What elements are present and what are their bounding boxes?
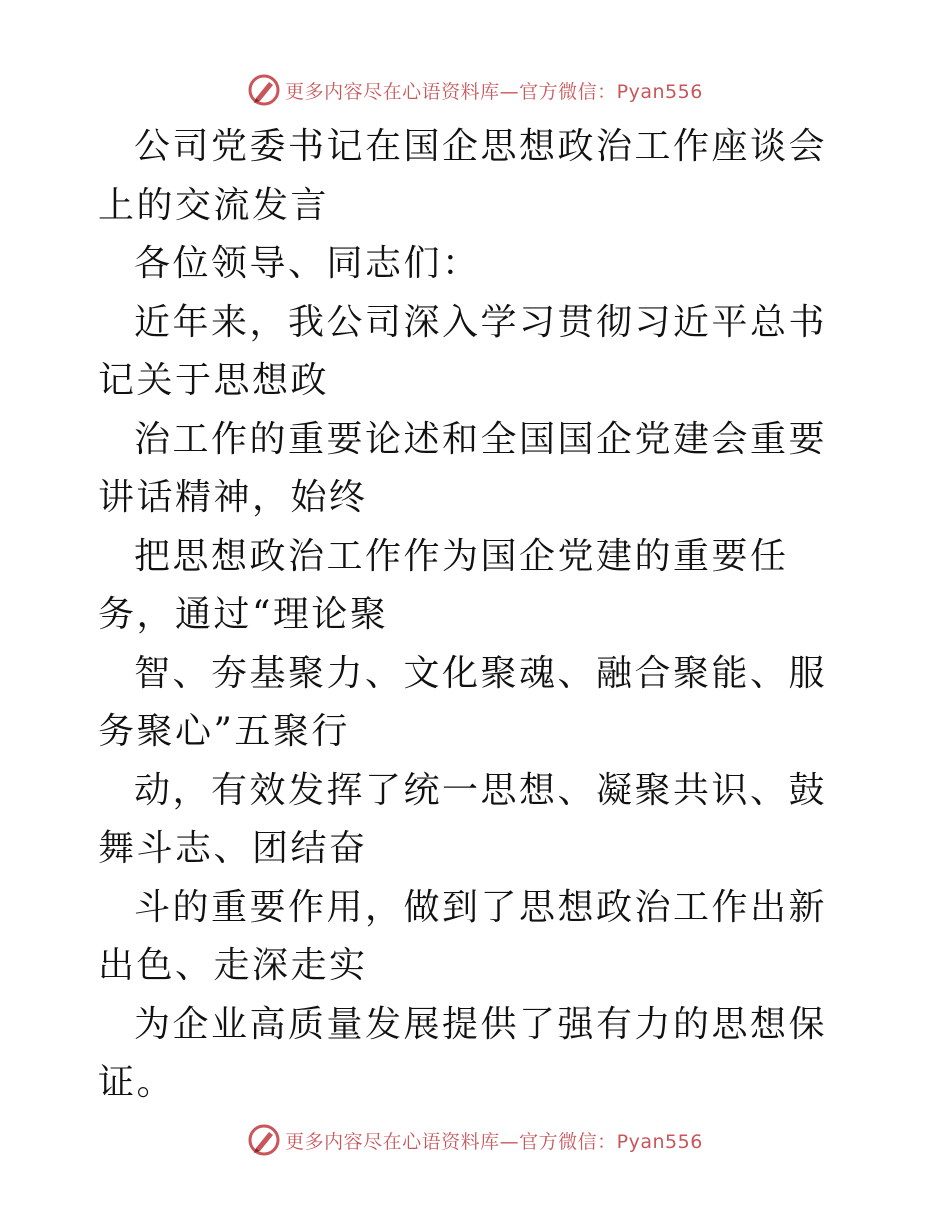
document-title: 公司党委书记在国企思想政治工作座谈会上的交流发言 xyxy=(98,126,828,226)
salutation: 各位领导、同志们： xyxy=(134,243,481,284)
watermark-text: 更多内容尽在心语资料库—官方微信：Pyan556 xyxy=(285,1130,703,1153)
pen-circle-logo-icon xyxy=(247,1123,281,1157)
body-paragraph: 动，有效发挥了统一思想、凝聚共识、鼓舞斗志、团结奋 xyxy=(98,769,828,869)
header-watermark xyxy=(0,70,950,110)
body-paragraph: 智、夯基聚力、文化聚魂、融合聚能、服务聚心”五聚行 xyxy=(98,652,828,752)
document-body xyxy=(98,118,858,1113)
body-paragraph: 为企业高质量发展提供了强有力的思想保证。 xyxy=(98,1003,828,1103)
watermark-text: 更多内容尽在心语资料库—官方微信：Pyan556 xyxy=(285,80,703,103)
body-paragraph: 斗的重要作用，做到了思想政治工作出新出色、走深走实 xyxy=(98,886,828,986)
body-paragraph: 治工作的重要论述和全国国企党建会重要讲话精神，始终 xyxy=(98,418,828,518)
body-paragraph: 近年来，我公司深入学习贯彻习近平总书记关于思想政 xyxy=(98,301,828,401)
pen-circle-logo-icon xyxy=(247,73,281,107)
footer-watermark xyxy=(0,1120,950,1160)
body-paragraph: 把思想政治工作作为国企党建的重要任务，通过“理论聚 xyxy=(98,535,789,635)
